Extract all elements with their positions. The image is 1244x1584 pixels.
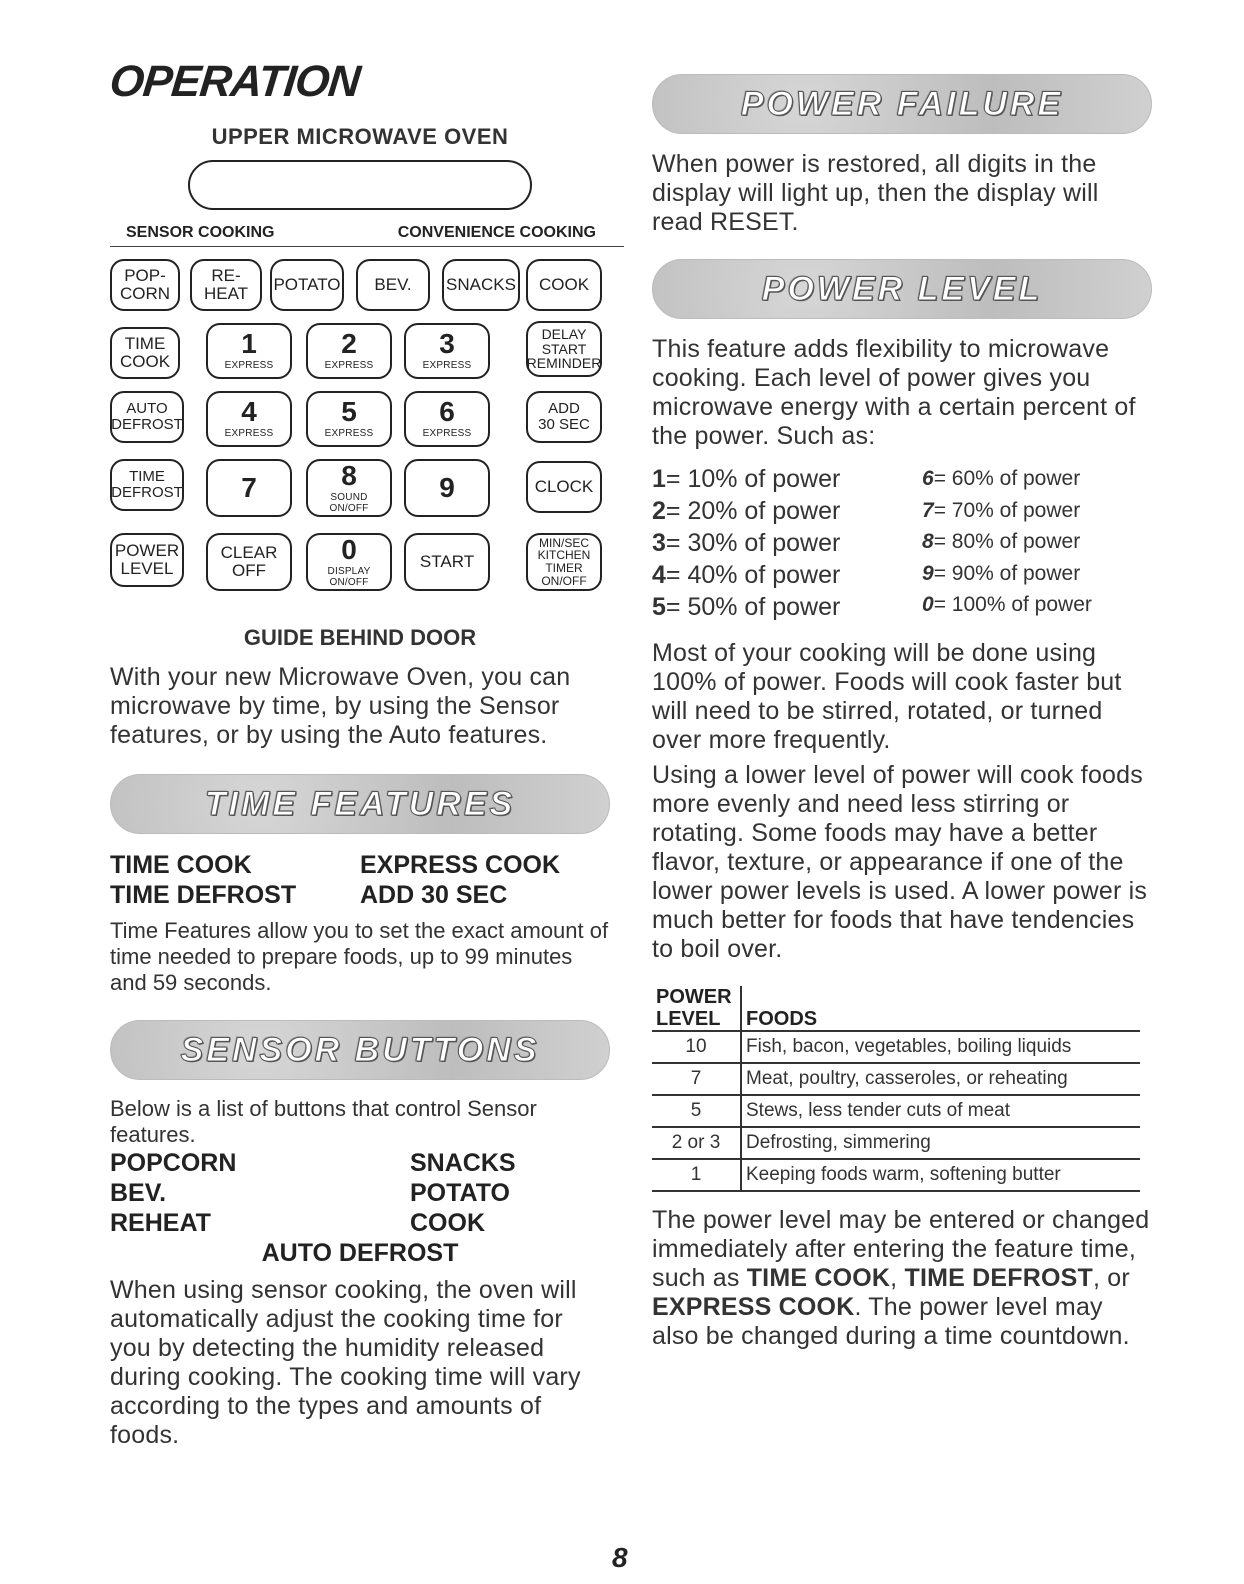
time-features-text: Time Features allow you to set the exact amount of time needed to prepare foods, up to 99 minutes and 59 seconds. — [110, 918, 609, 995]
time-features-banner: TIME FEATURES — [110, 774, 610, 834]
potato-button[interactable]: POTATO — [270, 259, 344, 311]
sensor-item: COOK — [410, 1209, 485, 1237]
clear-off-button[interactable]: CLEAR OFF — [206, 533, 292, 591]
add-30-sec-button[interactable]: ADD 30 SEC — [526, 391, 602, 443]
power-item: 7= 70% of power — [922, 498, 1081, 522]
express-6-button[interactable]: 6 EXPRESS — [404, 391, 490, 447]
power-item: 4= 40% of power — [652, 561, 841, 589]
power-item: 0= 100% of power — [922, 593, 1092, 616]
power-item: 6= 60% of power — [922, 467, 1081, 490]
number-9-button[interactable]: 9 — [404, 459, 490, 517]
power-level-table — [652, 986, 1140, 1192]
power-level-banner: POWER LEVEL — [652, 259, 1152, 319]
clock-button[interactable]: CLOCK — [526, 461, 602, 513]
guide-behind-door: GUIDE BEHIND DOOR — [243, 625, 477, 650]
left-column — [107, 57, 610, 1450]
number-7-button[interactable]: 7 — [206, 459, 292, 517]
sensor-item: POPCORN — [110, 1149, 237, 1177]
popcorn-button[interactable]: POP- CORN — [110, 259, 180, 311]
snacks-button[interactable]: SNACKS — [442, 259, 520, 311]
auto-defrost-button[interactable]: AUTO DEFROST — [110, 391, 184, 443]
table-row: 10 Fish, bacon, vegetables, boiling liquids — [652, 1031, 1140, 1063]
power-level-para2: Using a lower level of power will cook foods more evenly and need less stirring or rotating. Some foods may have a better flavor, texture, or appearance if one of the lower power levels is used. A lower power is much better for foods that have tendencies to boil over. — [652, 761, 1148, 963]
time-feature-item: ADD 30 SEC — [360, 881, 508, 909]
auto-defrost-label: AUTO DEFROST — [261, 1239, 459, 1267]
sensor-item: BEV. — [110, 1179, 167, 1207]
convenience-cooking-label: CONVENIENCE COOKING — [397, 224, 596, 241]
time-feature-item: TIME COOK — [110, 851, 252, 879]
sensor-buttons-list — [110, 1148, 610, 1238]
intro-text: With your new Microwave Oven, you can microwave by time, by using the Sensor features, or by using the Auto features. — [110, 663, 571, 749]
panel-title: UPPER MICROWAVE OVEN — [211, 124, 509, 149]
table-header-foods: FOODS — [741, 986, 1140, 1031]
delay-start-button[interactable]: DELAY START REMINDER — [526, 321, 602, 377]
table-row: 1 Keeping foods warm, softening butter — [652, 1159, 1140, 1191]
power-list-right — [922, 463, 1152, 623]
power-level-list — [652, 463, 1152, 623]
time-cook-button[interactable]: TIME COOK — [110, 327, 180, 379]
sensor-item: REHEAT — [110, 1209, 211, 1237]
time-defrost-button[interactable]: TIME DEFROST — [110, 459, 184, 511]
power-level-button[interactable]: POWER LEVEL — [110, 533, 184, 587]
oven-display — [188, 160, 532, 210]
power-item: 1= 10% of power — [652, 465, 841, 493]
cook-button[interactable]: COOK — [526, 259, 602, 311]
sound-8-button[interactable]: 8 SOUND ON/OFF — [306, 459, 392, 517]
time-feature-item: TIME DEFROST — [110, 881, 297, 909]
page-number: 8 — [612, 1542, 628, 1573]
display-0-button[interactable]: 0 DISPLAY ON/OFF — [306, 533, 392, 591]
sensor-item: SNACKS — [410, 1149, 516, 1177]
page-heading: OPERATION — [107, 57, 362, 106]
power-item: 2= 20% of power — [652, 497, 841, 525]
bev-button[interactable]: BEV. — [356, 259, 430, 311]
power-item: 8= 80% of power — [922, 530, 1081, 553]
sensor-buttons-intro: Below is a list of buttons that control Sensor features. — [110, 1096, 537, 1147]
start-button[interactable]: START — [404, 533, 490, 591]
panel-labels — [110, 216, 624, 247]
table-row: 7 Meat, poultry, casseroles, or reheating — [652, 1063, 1140, 1095]
keypad — [110, 257, 610, 617]
express-2-button[interactable]: 2 EXPRESS — [306, 323, 392, 379]
power-item: 5= 50% of power — [652, 593, 841, 621]
sensor-cooking-text: When using sensor cooking, the oven will automatically adjust the cooking time for you by detecting the humidity released during cooking. The cooking time will vary according to the types and amounts of foods. — [110, 1276, 581, 1449]
sensor-item: POTATO — [410, 1179, 510, 1207]
sensor-cooking-label: SENSOR COOKING — [126, 224, 275, 241]
express-3-button[interactable]: 3 EXPRESS — [404, 323, 490, 379]
power-failure-text: When power is restored, all digits in the display will light up, then the display will read RESET. — [652, 150, 1099, 236]
express-4-button[interactable]: 4 EXPRESS — [206, 391, 292, 447]
power-level-closing: The power level may be entered or changed immediately after entering the feature time, such as TIME COOK, TIME DEFROST, or EXPRESS COOK. The power level may also be changed during a time countdown. — [652, 1206, 1150, 1350]
power-level-intro: This feature adds flexibility to microwave cooking. Each level of power gives you microwave energy with a certain percent of the power. Such as: — [652, 335, 1136, 450]
time-features-list — [110, 850, 610, 910]
time-feature-item: EXPRESS COOK — [360, 851, 561, 879]
express-5-button[interactable]: 5 EXPRESS — [306, 391, 392, 447]
reheat-button[interactable]: RE- HEAT — [190, 259, 262, 311]
sensor-buttons-banner: SENSOR BUTTONS — [110, 1020, 610, 1080]
kitchen-timer-button[interactable]: MIN/SEC KITCHEN TIMER ON/OFF — [526, 533, 602, 591]
right-column — [652, 74, 1152, 1351]
table-row: 5 Stews, less tender cuts of meat — [652, 1095, 1140, 1127]
power-failure-banner: POWER FAILURE — [652, 74, 1152, 134]
table-row: 2 or 3 Defrosting, simmering — [652, 1127, 1140, 1159]
power-item: 9= 90% of power — [922, 561, 1081, 585]
power-list-left — [652, 463, 922, 623]
power-level-para1: Most of your cooking will be done using 100% of power. Foods will cook faster but will need to be stirred, rotated, or turned over more frequently. — [652, 639, 1122, 754]
express-1-button[interactable]: 1 EXPRESS — [206, 323, 292, 379]
power-item: 3= 30% of power — [652, 529, 841, 557]
table-header-level: POWER LEVEL — [652, 986, 741, 1031]
